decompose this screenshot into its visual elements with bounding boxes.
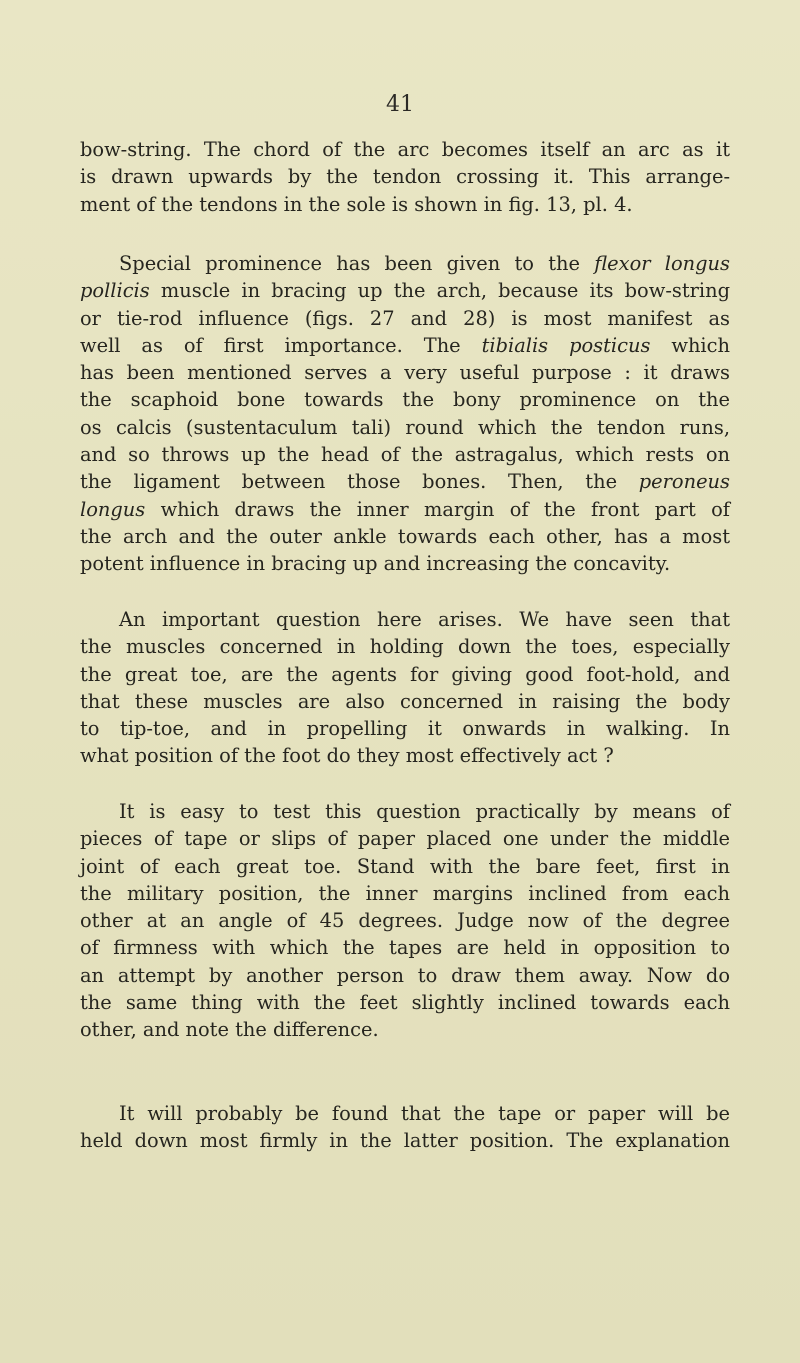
text-line: of firmness with which the tapes are held in opposition to bbox=[80, 936, 730, 960]
text-line: It will probably be found that the tape or paper will be bbox=[119, 1102, 730, 1125]
italic-term: peroneus bbox=[638, 470, 730, 494]
text-line: the arch and the outer ankle towards each other, has a most bbox=[80, 524, 730, 548]
text-line: held down most firmly in the latter position. The explanation bbox=[80, 1129, 730, 1153]
text-line: other at an angle of 45 degrees. Judge now of the degree bbox=[80, 909, 730, 933]
text-line bbox=[80, 250, 730, 277]
text-line: the great toe, are the agents for giving good foot-hold, and bbox=[80, 662, 730, 686]
text-line: to tip-toe, and in propelling it onwards in walking. In bbox=[80, 717, 730, 741]
text-line: or tie-rod influence (figs. 27 and 28) is most manifest as bbox=[80, 306, 730, 330]
text-line: an attempt by another person to draw them away. Now do bbox=[80, 963, 730, 987]
text-run: which draws the inner margin of the front part of bbox=[145, 497, 730, 521]
italic-term: longus bbox=[80, 497, 146, 521]
text-line bbox=[80, 277, 730, 304]
text-line: that these muscles are also concerned in raising the body bbox=[80, 689, 730, 713]
text-line: has been mentioned serves a very useful purpose : it draws bbox=[80, 361, 730, 385]
text-line: joint of each great toe. Stand with the bare feet, first in bbox=[80, 854, 730, 878]
italic-term: pollicis bbox=[80, 279, 150, 303]
text-line: bow-string. The chord of the arc becomes itself an arc as it bbox=[80, 138, 730, 161]
text-run: well as of first importance. The bbox=[80, 333, 482, 357]
text-line: pieces of tape or slips of paper placed one under the middle bbox=[80, 827, 730, 851]
text-line: ment of the tendons in the sole is shown in fig. 13, pl. 4. bbox=[80, 192, 633, 216]
text-run: which bbox=[650, 333, 730, 357]
text-line: the muscles concerned in holding down the toes, especially bbox=[80, 635, 730, 659]
text-line: what position of the foot do they most effectively act ? bbox=[80, 744, 614, 768]
text-line: os calcis (sustentaculum tali) round which the tendon runs, bbox=[80, 415, 730, 439]
paragraph-1 bbox=[80, 136, 730, 218]
text-line: An important question here arises. We have seen that bbox=[119, 608, 730, 631]
italic-term: flexor longus bbox=[594, 252, 730, 275]
text-line: potent influence in bracing up and increasing the concavity. bbox=[80, 552, 671, 576]
text-line bbox=[80, 496, 730, 523]
text-line: other, and note the difference. bbox=[80, 1018, 379, 1042]
text-line: is drawn upwards by the tendon crossing it. This arrange- bbox=[80, 165, 730, 189]
text-run: muscle in bracing up the arch, because its bow-string bbox=[149, 279, 730, 303]
text-run: Special prominence has been given to the bbox=[119, 252, 595, 275]
page-number: 41 bbox=[386, 92, 414, 117]
paragraph-4 bbox=[80, 798, 730, 1044]
text-line: It is easy to test this question practically by means of bbox=[119, 800, 730, 823]
paragraph-5 bbox=[80, 1100, 730, 1155]
text-run: the ligament between those bones. Then, the bbox=[80, 470, 639, 494]
text-line bbox=[80, 468, 730, 495]
paragraph-3 bbox=[80, 606, 730, 770]
text-line: the same thing with the feet slightly inclined towards each bbox=[80, 991, 730, 1015]
text-line bbox=[80, 332, 730, 359]
italic-term: tibialis posticus bbox=[481, 333, 651, 357]
paragraph-2 bbox=[80, 250, 730, 578]
text-line: and so throws up the head of the astragalus, which rests on bbox=[80, 443, 730, 467]
text-line: the scaphoid bone towards the bony prominence on the bbox=[80, 388, 730, 412]
text-line: the military position, the inner margins inclined from each bbox=[80, 881, 730, 905]
